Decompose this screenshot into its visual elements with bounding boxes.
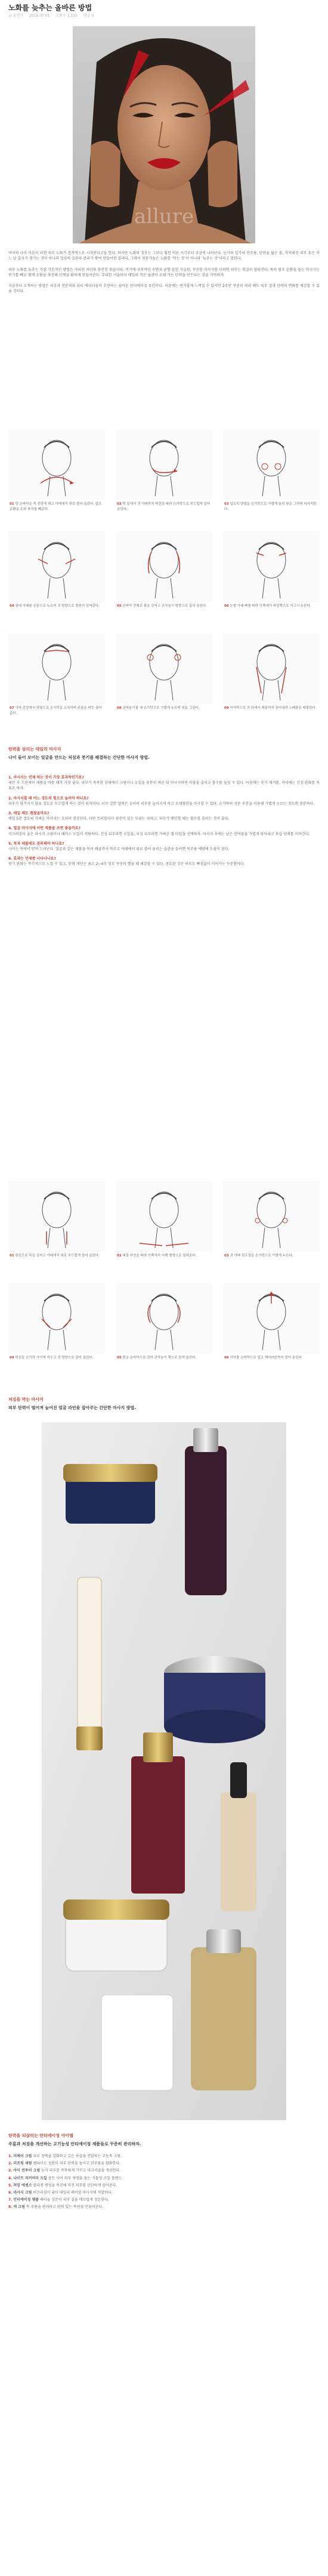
massage-step: 03 귀 아래 림프절을 손가락으로 가볍게 누른다. — [223, 1181, 320, 1280]
intro-text — [8, 251, 320, 300]
face-illustration — [223, 532, 320, 602]
article-meta — [8, 13, 320, 19]
face-illustration — [116, 430, 212, 500]
qa-answer: 매일 5분 정도의 가벼운 마사지는 오히려 권장된다. 다만 트러블이나 염증이 있는 부위는 피하고, 피부가 예민할 때는 횟수를 줄이는 것이 좋다. — [8, 817, 230, 821]
face-illustration — [116, 532, 212, 602]
massage-step-grid-1 — [8, 430, 320, 736]
massage-step: 01 양 손바닥을 목 중앙에 대고 아래에서 위로 쓸어 올린다. 림프 순환을 도와 붓기를 빼준다. — [8, 430, 105, 528]
product-item: 1. 리페어 크림 피부 장벽을 강화하고 깊은 보습을 전달하는 고농축 크림. — [8, 2154, 122, 2158]
product-bottle — [191, 1929, 256, 2090]
massage-step: 04 턱선을 손가락 사이에 끼우고 귀 방향으로 끌어 올린다. — [8, 1283, 105, 1382]
products-subtitle: 주름과 처짐을 개선하는 고기능성 안티에이징 제품들로 꾸준히 관리하자. — [8, 2142, 141, 2146]
face-illustration — [8, 532, 105, 602]
face-illustration — [223, 1283, 320, 1354]
section-subtitle: 나이 들어 보이는 얼굴을 만드는 처짐과 붓기를 해결하는 간단한 마사지 방법. — [8, 755, 150, 760]
product-list — [8, 2154, 320, 2212]
qa-list — [8, 771, 320, 869]
product-tube — [101, 1995, 173, 2090]
qa-question: 4. 얼굴 마사지에 어떤 제품을 쓰면 좋을까요? — [8, 826, 81, 831]
comment-count[interactable]: 댓글 0 — [83, 14, 94, 18]
product-item: 4. 나이트 리커버리 오일 잠든 사이 피부 재생을 돕는 식물성 오일 블렌드. — [8, 2176, 123, 2180]
massage-step: 02 쇄골 라인을 따라 안쪽에서 어깨 방향으로 밀어준다. — [116, 1181, 212, 1280]
qa-answer: 붓기 완화는 즉각적으로 느낄 수 있고, 탄력 개선은 최소 2~4주 정도 꾸준히 했을 때 체감할 수 있다. 중요한 것은 하루도 빠짐없이 이어가는 꾸준함이다. — [8, 862, 245, 867]
qa-answer: 피부가 당겨지지 않을 정도로 부드럽게 하는 것이 원칙이다. 너무 강한 압력은 오히려 피부를 늘어지게 하고 모세혈관을 자극할 수 있다. 손가락의 지문 부분을 이용해 가볍게 누르는 정도면 충분하다. — [8, 801, 315, 806]
face-illustration — [116, 1181, 212, 1252]
product-jar — [63, 1464, 157, 1524]
massage-step: 05 볼을 손바닥으로 감싸 관자놀이 쪽으로 들어 올린다. — [116, 1283, 212, 1382]
intro-paragraph: 피부 노화를 늦추는 가장 기본적인 방법은 자외선 차단과 충분한 보습이다. 여기에 규칙적인 수면과 균형 잡힌 식습관, 꾸준한 마사지를 더하면 피부는 확실히 달라진다. 특히 림프 순환을 돕는 마사지는 붓기를 빼고 혈액 순환을 촉진해 안색을 환하게 만들어준다. 무리한 시술보다 매일의 작은 습관이 오래 가는 탄력을 만든다는 것을 기억하자. — [8, 267, 320, 277]
massage-step: 07 이마 중앙에서 양옆으로 손가락을 교차하며 주름을 펴듯 쓸어준다. — [8, 634, 105, 732]
face-illustration — [8, 634, 105, 704]
massage-step: 06 이마를 손바닥으로 덮고 헤어라인까지 쓸어 올린다. — [223, 1283, 320, 1382]
massage-step: 01 양손으로 목을 감싸고 아래에서 위로 부드럽게 쓸어 올린다. — [8, 1181, 105, 1280]
qa-question: 6. 효과는 언제쯤 나타나나요? — [8, 857, 56, 861]
face-illustration — [8, 430, 105, 500]
qa-question: 5. 목과 데콜테도 관리해야 하나요? — [8, 841, 64, 846]
qa-question: 3. 매일 해도 괜찮을까요? — [8, 811, 49, 816]
qa-answer: 세안 후 스킨케어 제품을 바를 때가 가장 좋다. 피부가 촉촉한 상태에서 크림이나 오일을 충분히 바른 뒤 마사지하면 마찰을 줄이고 흡수를 높일 수 있다. 아침에는 붓기 제거를, 저녁에는 긴장 완화를 목표로 하자. — [8, 781, 320, 791]
massage-step: 02 턱 끝에서 귀 아래까지 턱선을 따라 손가락으로 부드럽게 끌어 올린다. — [116, 430, 212, 528]
face-illustration — [223, 1181, 320, 1252]
massage-step: 04 광대 아래를 손끝으로 누르며 귀 방향으로 천천히 밀어준다. — [8, 532, 105, 630]
massage-step: 05 손바닥 전체로 볼을 감싸고 관자놀이 방향으로 끌어 올린다. — [116, 532, 212, 630]
product-item: 6. 마사지 크림 미끄러짐이 좋아 데일리 페이셜 마사지에 적합하다. — [8, 2191, 113, 2195]
product-jar — [63, 1899, 169, 1971]
products-photo — [42, 1422, 286, 2120]
qa-question: 2. 마사지할 때 어느 정도의 힘으로 눌러야 하나요? — [8, 796, 89, 801]
products-title: 탄력을 되살리는 안티에이징 아이템 — [8, 2133, 73, 2138]
article-header — [8, 2, 320, 25]
product-item: 7. 안티에이징 앰플 레티놀 성분이 피부 결을 매끄럽게 정돈한다. — [8, 2198, 109, 2203]
product-item: 5. 퍼밍 에센스 콜라겐 생성을 촉진해 처진 피부를 탄탄하게 잡아준다. — [8, 2183, 117, 2188]
product-item: 8. 넥 크림 목 주름을 관리하고 탄력 있는 목선을 만들어준다. — [8, 2205, 104, 2210]
publish-date: 2016.07.01 — [29, 14, 50, 18]
face-illustration — [223, 430, 320, 500]
qa-answer: 나이는 목에서 먼저 드러난다. 얼굴과 같은 제품을 목과 쇄골까지 바르고 아래에서 위로 쓸어 올리는 습관을 들이면 목주름 예방에 도움이 된다. — [8, 847, 230, 852]
product-tube — [76, 1577, 103, 1750]
face-illustration — [8, 1181, 105, 1252]
product-item: 3. 아이 컨투어 크림 눈가 피부를 촉촉하게 가꾸고 다크서클을 개선한다. — [8, 2169, 121, 2173]
hero-photo — [73, 26, 255, 243]
product-bottle — [131, 1732, 185, 1894]
massage-step-grid-2 — [8, 1181, 320, 1385]
article-title: 노화를 늦추는 올바른 방법 — [8, 4, 92, 12]
author[interactable]: 글 류현기 — [8, 14, 24, 18]
intro-paragraph: 여자의 나이 마흔이 되면 피부 노화가 본격적으로 시작된다고들 한다. 하지만 노화의 징후는 그보다 훨씬 이른 시기부터 조금씩 나타난다. 눈가와 입가의 잔주름, 탄력을 잃은 볼, 칙칙해진 피부 톤은 어느 날 갑자기 생기는 것이 아니라 일상의 습관과 관리가 쌓여 만들어진 결과다. 그래서 전문가들은 노화를 ‘막는 것’이 아니라 ‘늦추는 것’이라고 말한다. — [8, 251, 320, 261]
section-title: 탄력을 살리는 데일리 마사지 — [8, 747, 61, 752]
intro-paragraph: 지금부터 소개하는 방법은 피부과 전문의와 뷰티 에디터들이 추천하는 올바른 안티에이징 루틴이다. 처음에는 번거롭게 느껴질 수 있지만 2주만 꾸준히 따라 해도 피부 결과 탄력의 변화를 체감할 수 있을 것이다. — [8, 284, 320, 294]
qa-question: 1. 마사지는 언제 하는 것이 가장 효과적인가요? — [8, 776, 84, 780]
product-item: 2. 리프팅 세럼 펩타이드 성분이 피부 탄력을 높이고 잔주름을 완화한다. — [8, 2161, 121, 2166]
massage-step: 06 눈썹 아래 뼈를 따라 안쪽에서 바깥쪽으로 지그시 누른다. — [223, 532, 320, 630]
product-jar — [164, 1656, 265, 1743]
face-illustration — [8, 1283, 105, 1354]
massage-step: 03 입꼬리 양옆을 손가락으로 가볍게 눌러 원을 그리며 마사지한다. — [223, 430, 320, 528]
qa-answer: 미끄러짐이 좋은 마사지 크림이나 페이스 오일이 적당하다. 건성 피부라면 오일을, 지성 피부라면 가벼운 젤 타입을 선택하자. 마사지 후에는 남은 잔여물을 가볍게 닦아내고 보습 단계를 이어간다. — [8, 832, 310, 836]
hero-watermark: allure — [134, 205, 194, 228]
view-count: 조회수 1,102 — [55, 14, 78, 18]
section-title: 처짐을 막는 마사지 — [8, 1397, 44, 1402]
massage-step: 09 마지막으로 귀 뒤에서 쇄골까지 쓸어내려 노폐물을 배출한다. — [223, 634, 320, 732]
face-illustration — [116, 1283, 212, 1354]
massage-step: 08 관자놀이를 세 손가락으로 가볍게 누르며 원을 그린다. — [116, 634, 212, 732]
face-illustration — [116, 634, 212, 704]
section-subtitle: 피부 탄력이 떨어져 늘어진 얼굴 라인을 잡아주는 간단한 마사지 방법. — [8, 1406, 136, 1410]
face-illustration — [223, 634, 320, 704]
product-bottle — [185, 1428, 227, 1595]
